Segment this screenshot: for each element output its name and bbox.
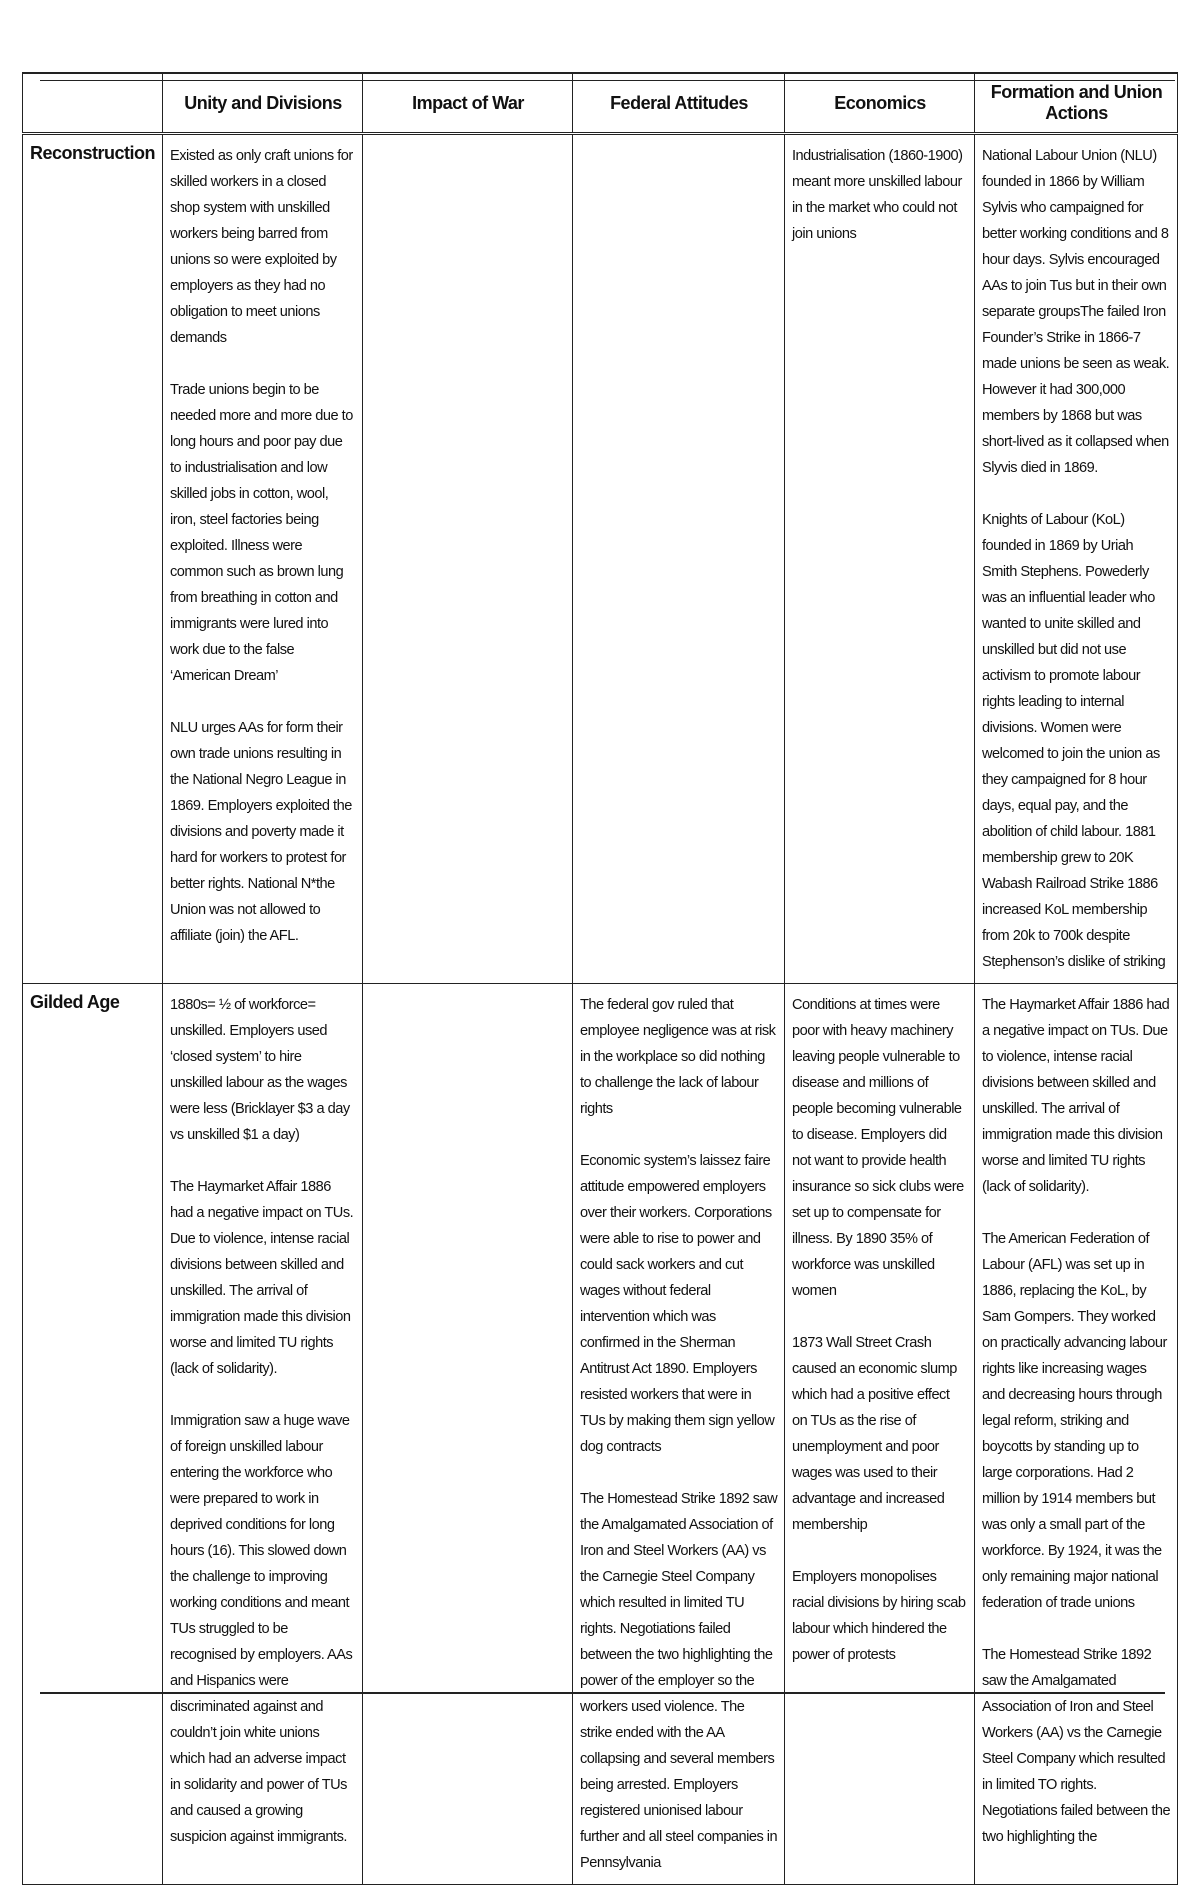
paragraph: 1873 Wall Street Crash caused an economic slump which had a positive effect on TUs as the rise of unemployment and poor wages was used to their advantage and increased membership	[792, 1335, 957, 1533]
bottom-rule	[40, 1692, 1165, 1694]
row-label-reconstruction: Reconstruction	[23, 134, 163, 984]
header-row	[23, 73, 1178, 134]
paragraph: The Haymarket Affair 1886 had a negative impact on TUs. Due to violence, intense racial divisions between skilled and unskilled. The arrival of immigration made this division worse and limited TU rights (lack of solidarity).	[982, 997, 1170, 1195]
table-row-reconstruction	[23, 134, 1178, 984]
paragraph: Conditions at times were poor with heavy machinery leaving people vulnerable to disease and millions of people becoming vulnerable to disease. Employers did not want to provide health insurance so sick clubs were set up to compensate for illness. By 1890 35% of workforce was unskilled women	[792, 997, 964, 1299]
paragraph: The federal gov ruled that employee negligence was at risk in the workplace so did nothing to challenge the lack of labour rights	[580, 997, 776, 1117]
cell-gilded-war	[363, 984, 573, 1885]
cell-reconstruction-economics	[785, 134, 975, 984]
paragraph: NLU urges AAs for form their own trade unions resulting in the National Negro League in 1869. Employers exploited the divisions and poverty made it hard for workers to protest for better rights. National N*the Union was not allowed to affiliate (join) the AFL.	[170, 720, 352, 944]
header-federal-attitudes: Federal Attitudes	[573, 73, 785, 134]
cell-gilded-formation	[975, 984, 1178, 1885]
cell-gilded-federal	[573, 984, 785, 1885]
paragraph: Existed as only craft unions for skilled workers in a closed shop system with unskilled workers being barred from unions so were exploited by employers as they had no obligation to meet unions demands	[170, 148, 353, 346]
paragraph: Knights of Labour (KoL) founded in 1869 by Uriah Smith Stephens. Powederly was an influential leader who wanted to unite skilled and unskilled but did not use activism to promote labour rights leading to internal divisions. Women were welcomed to join the union as they campaigned for 8 hour days, equal pay, and the abolition of child labour. 1881 membership grew to 20K Wabash Railroad Strike 1886 increased KoL membership from 20k to 700k despite Stephenson’s dislike of striking	[982, 512, 1166, 970]
table-row-gilded-age	[23, 984, 1178, 1885]
paragraph: Trade unions begin to be needed more and more due to long hours and poor pay due to industrialisation and low skilled jobs in cotton, wool, iron, steel factories being exploited. Illness were common such as brown lung from breathing in cotton and immigrants were lured into work due to the false ‘American Dream’	[170, 382, 353, 684]
header-formation-and-union-actions: Formation and Union Actions	[975, 73, 1178, 134]
paragraph: The Homestead Strike 1892 saw the Amalgamated Association of Iron and Steel Workers (AA) vs the Carnegie Steel Company which resulted in limited TO rights. Negotiations failed between the two highlighting the	[982, 1647, 1171, 1845]
paragraph: National Labour Union (NLU) founded in 1866 by William Sylvis who campaigned for better working conditions and 8 hour days. Sylvis encouraged AAs to join Tus but in their own separate groupsThe failed Iron Founder’s Strike in 1866-7 made unions be seen as weak. However it had 300,000 members by 1868 but was short-lived as it collapsed when Slyvis died in 1869.	[982, 148, 1170, 476]
cell-gilded-economics	[785, 984, 975, 1885]
paragraph: Economic system’s laissez faire attitude empowered employers over their workers. Corporations were able to rise to power and could sack workers and cut wages without federal intervention which was confirmed in the Sherman Antitrust Act 1890. Employers resisted workers that were in TUs by making them sign yellow dog contracts	[580, 1153, 775, 1455]
header-unity-and-divisions: Unity and Divisions	[163, 73, 363, 134]
row-label-gilded-age: Gilded Age	[23, 984, 163, 1885]
paragraph: Immigration saw a huge wave of foreign unskilled labour entering the workforce who were prepared to work in deprived conditions for long hours (16). This slowed down the challenge to improving working conditions and meant TUs struggled to be recognised by employers. AAs and Hispanics were discriminated against and couldn’t join white unions which had an adverse impact in solidarity and power of TUs and caused a growing suspicion against immigrants.	[170, 1413, 353, 1845]
paragraph: The Haymarket Affair 1886 had a negative impact on TUs. Due to violence, intense racial divisions between skilled and unskilled. The arrival of immigration made this division worse and limited TU rights (lack of solidarity).	[170, 1179, 354, 1377]
cell-reconstruction-federal	[573, 134, 785, 984]
document-page	[22, 72, 1177, 1885]
paragraph: The American Federation of Labour (AFL) was set up in 1886, replacing the KoL, by Sam Gompers. They worked on practically advancing labour rights like increasing wages and decreasing hours through legal reform, striking and boycotts by standing up to large corporations. Had 2 million by 1914 members but was only a small part of the workforce. By 1924, it was the only remaining major national federation of trade unions	[982, 1231, 1167, 1611]
paragraph: Industrialisation (1860-1900) meant more unskilled labour in the market who could not join unions	[792, 148, 963, 242]
header-economics: Economics	[785, 73, 975, 134]
header-impact-of-war: Impact of War	[363, 73, 573, 134]
paragraph: The Homestead Strike 1892 saw the Amalgamated Association of Iron and Steel Workers (AA) vs the Carnegie Steel Company which resulted in limited TU rights. Negotiations failed between the two highlighting the power of the employer so the workers used violence. The strike ended with the AA collapsing and several members being arrested. Employers registered unionised labour further and all steel companies in Pennsylvania	[580, 1491, 778, 1871]
paragraph: 1880s= ½ of workforce= unskilled. Employers used ‘closed system’ to hire unskilled labour as the wages were less (Bricklayer $3 a day vs unskilled $1 a day)	[170, 997, 350, 1143]
cell-reconstruction-war	[363, 134, 573, 984]
paragraph: Employers monopolises racial divisions by hiring scab labour which hindered the power of protests	[792, 1569, 966, 1663]
cell-gilded-unity	[163, 984, 363, 1885]
cell-reconstruction-formation	[975, 134, 1178, 984]
cell-reconstruction-unity	[163, 134, 363, 984]
comparison-table	[22, 72, 1178, 1885]
header-corner	[23, 73, 163, 134]
